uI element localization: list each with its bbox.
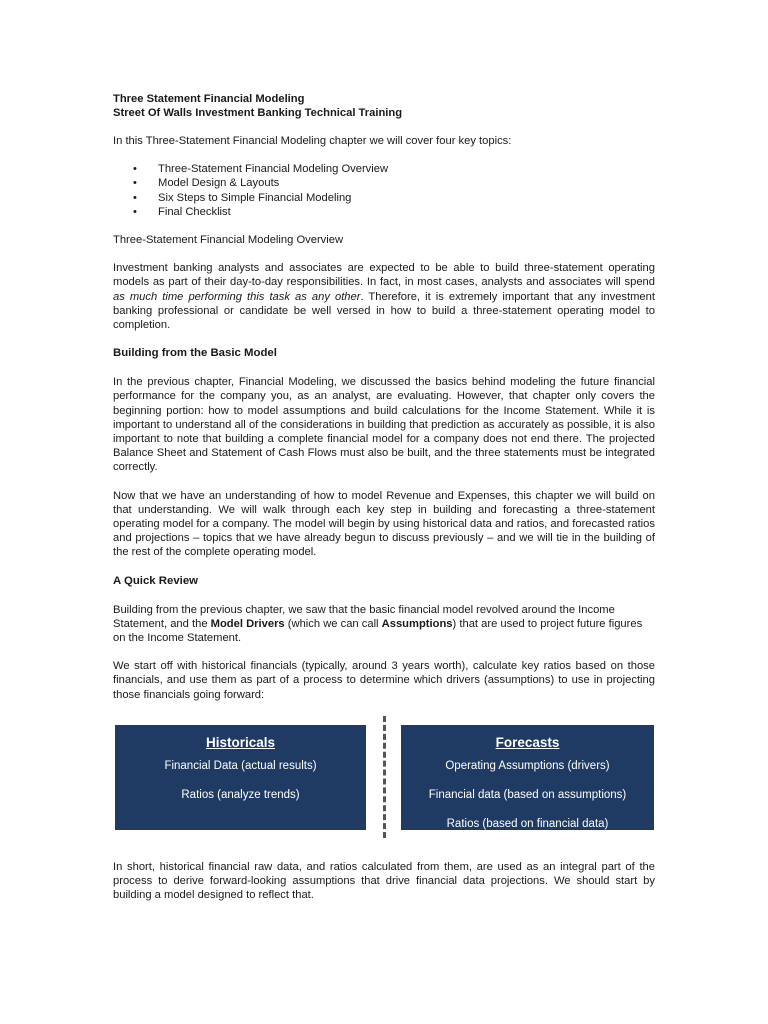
basic-model-paragraph-1: In the previous chapter, Financial Modeling, we discussed the basics behind modeling the future financial performance for the company you, as an analyst, are evaluating. However, that chapter only covers the beginning portion: how to model assumptions and build calculations for the Income Statement. While it is important to understand all of the considerations in building that prediction as accurately as possible, it is also important to note that building a complete financial model for a company does not end there. The projected Balance Sheet and Statement of Cash Flows must also be built, and the three statements must be integrated correctly. <box>113 376 655 474</box>
historicals-line: Financial Data (actual results) <box>164 759 317 772</box>
overview-paragraph: Investment banking analysts and associates are expected to be able to build three-statement operating models as part of their day-to-day responsibilities. In fact, in most cases, analysts and associates will spend as much time performing this task as any other. Therefore, it is extremely important that any investment banking professional or candidate be well versed in how to build a three-statement operating model to completion. <box>113 262 655 332</box>
historicals-box <box>115 725 366 830</box>
document-title: Three Statement Financial Modeling <box>113 93 305 105</box>
forecasts-line: Ratios (based on financial data) <box>446 817 609 830</box>
list-item: • Three-Statement Financial Modeling Overview <box>133 163 389 176</box>
topics-list <box>113 162 655 219</box>
basic-model-paragraph-2: Now that we have an understanding of how to model Revenue and Expenses, this chapter we will build on that understanding. We will walk through each key step in building and forecasting a three-statement operating model for a company. The model will begin by using historical data and ratios, and forecasted ratios and projections – topics that we have already begun to discuss previously – and we will tie in the building of the rest of the complete operating model. <box>113 489 655 559</box>
list-item: • Model Design & Layouts <box>133 177 280 190</box>
forecasts-line: Operating Assumptions (drivers) <box>445 759 610 772</box>
list-item: • Six Steps to Simple Financial Modeling <box>133 191 352 204</box>
overview-label: Three-Statement Financial Modeling Overview <box>113 234 344 247</box>
bullet-icon: • <box>133 177 137 190</box>
document-subtitle: Street Of Walls Investment Banking Technical Training <box>113 107 403 119</box>
quick-review-paragraph-2: We start off with historical financials (typically, around 3 years worth), calculate key ratios based on those financials, and use them as part of a process to determine which drivers (assumptions) to use in projecting those financials going forward: <box>113 660 655 701</box>
historicals-heading: Historicals <box>205 734 276 750</box>
forecasts-line: Financial data (based on assumptions) <box>428 788 627 801</box>
dashed-divider <box>383 716 386 838</box>
historicals-line: Ratios (analyze trends) <box>181 788 300 801</box>
bullet-icon: • <box>133 163 137 176</box>
intro-paragraph: In this Three-Statement Financial Modeling chapter we will cover four key topics: <box>113 135 512 147</box>
quick-review-paragraph-1: Building from the previous chapter, we saw that the basic financial model revolved around the Income Statement, and the Model Drivers (which we can call Assumptions) that are used to project future figures on the Income Statement. <box>113 603 643 645</box>
bullet-icon: • <box>133 191 137 204</box>
section-heading-basic-model: Building from the Basic Model <box>113 347 277 360</box>
closing-paragraph: In short, historical financial raw data, and ratios calculated from them, are used as an integral part of the process to derive forward-looking assumptions that drive financial data projections. We should start by building a model designed to reflect that. <box>113 860 655 902</box>
forecasts-heading: Forecasts <box>495 734 560 750</box>
section-heading-quick-review: A Quick Review <box>113 574 199 587</box>
document-body <box>113 92 655 917</box>
historicals-forecasts-diagram <box>113 716 655 836</box>
bullet-icon: • <box>133 205 137 218</box>
forecasts-box <box>401 725 654 830</box>
list-item: • Final Checklist <box>133 205 231 218</box>
